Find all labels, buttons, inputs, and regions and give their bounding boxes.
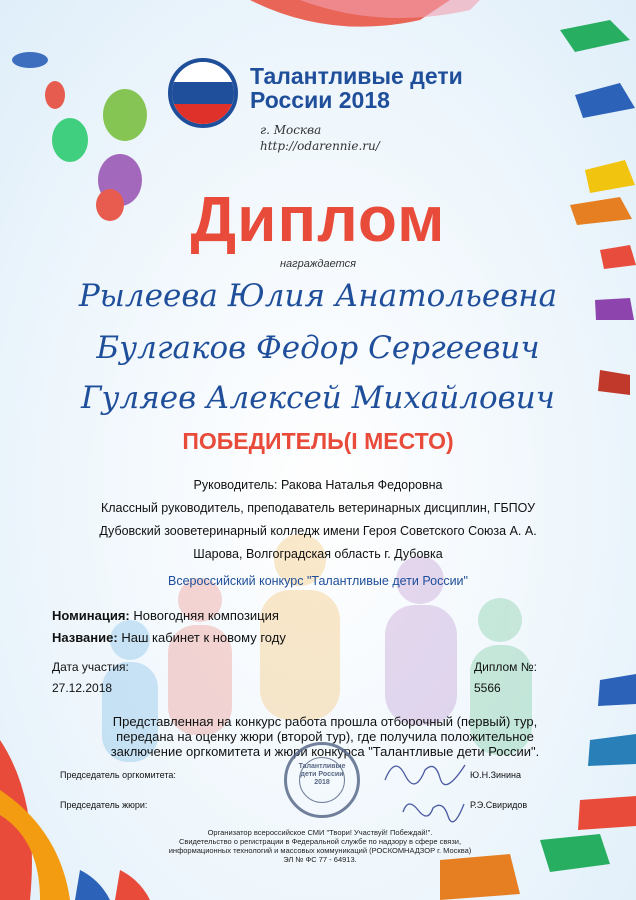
organization-city: г. Москва <box>260 123 322 137</box>
organization-url: http://odarennie.ru/ <box>260 139 380 153</box>
work-title-value: Наш кабинет к новому году <box>121 630 286 645</box>
organization-title-line1: Талантливые дети <box>250 63 463 89</box>
nomination-field <box>52 608 279 623</box>
diploma-heading: Диплом <box>190 183 446 255</box>
work-title-label: Название: <box>52 630 118 645</box>
nomination-label: Номинация: <box>52 608 130 623</box>
official-stamp <box>284 742 360 818</box>
committee-chair-label: Председатель оргкомитета: <box>60 770 176 780</box>
recipient-name: Рылеева Юлия Анатольевна <box>78 278 558 314</box>
jury-signature <box>398 792 468 826</box>
supervisor-line: Шарова, Волгоградская область г. Дубовка <box>193 547 443 561</box>
jury-chair-label: Председатель жюри: <box>60 800 148 810</box>
supervisor-line: Дубовский зооветеринарный колледж имени Героя Советского Союза А. А. <box>99 524 537 538</box>
recipient-name: Гуляев Алексей Михайлович <box>81 380 555 416</box>
russia-flag-logo <box>168 58 238 128</box>
diploma-number-label: Диплом №: <box>474 660 537 674</box>
footer-line: Свидетельство о регистрации в Федеральной службе по надзору в сфере связи, <box>178 837 462 846</box>
diploma-number-value: 5566 <box>474 681 501 695</box>
footer-line: Организатор всероссийское СМИ "Твори! Участвуй! Побеждай!". <box>207 828 433 837</box>
work-title-field <box>52 630 286 645</box>
stamp-line: Талантливые <box>298 763 346 770</box>
footer-line: ЭЛ № ФС 77 - 64913. <box>283 855 357 864</box>
place-title: ПОБЕДИТЕЛЬ(I МЕСТО) <box>182 428 454 454</box>
statement-line: передана на оценку жюри (второй тур), где получила положительное <box>116 729 534 744</box>
nomination-value: Новогодняя композиция <box>133 608 279 623</box>
footer-notice <box>130 828 510 864</box>
stamp-line: 2018 <box>314 779 330 786</box>
awarded-label: награждается <box>279 258 356 270</box>
statement-line: заключение оргкомитета и жюри конкурса "Талантливые дети России". <box>110 744 540 759</box>
committee-signature <box>380 750 470 790</box>
supervisor-line: Классный руководитель, преподаватель ветеринарных дисциплин, ГБПОУ <box>100 501 536 515</box>
stamp-line: дети России <box>300 771 344 778</box>
organization-title <box>250 64 463 112</box>
supervisor-line: Руководитель: Ракова Наталья Федоровна <box>193 478 443 492</box>
footer-line: информационных технологий и массовых коммуникаций (РОСКОМНАДЗОР г. Москва) <box>168 846 472 855</box>
statement-line: Представленная на конкурс работа прошла отборочный (первый) тур, <box>112 714 538 729</box>
jury-chair-name: Р.Э.Свиридов <box>470 800 528 810</box>
participation-date-value: 27.12.2018 <box>52 681 113 695</box>
contest-name: Всероссийский конкурс "Талантливые дети России" <box>168 574 468 588</box>
organization-title-line2: России 2018 <box>250 87 390 113</box>
committee-chair-name: Ю.Н.Зинина <box>470 770 522 780</box>
recipient-name: Булгаков Федор Сергеевич <box>96 330 540 366</box>
participation-date-label: Дата участия: <box>52 660 129 674</box>
